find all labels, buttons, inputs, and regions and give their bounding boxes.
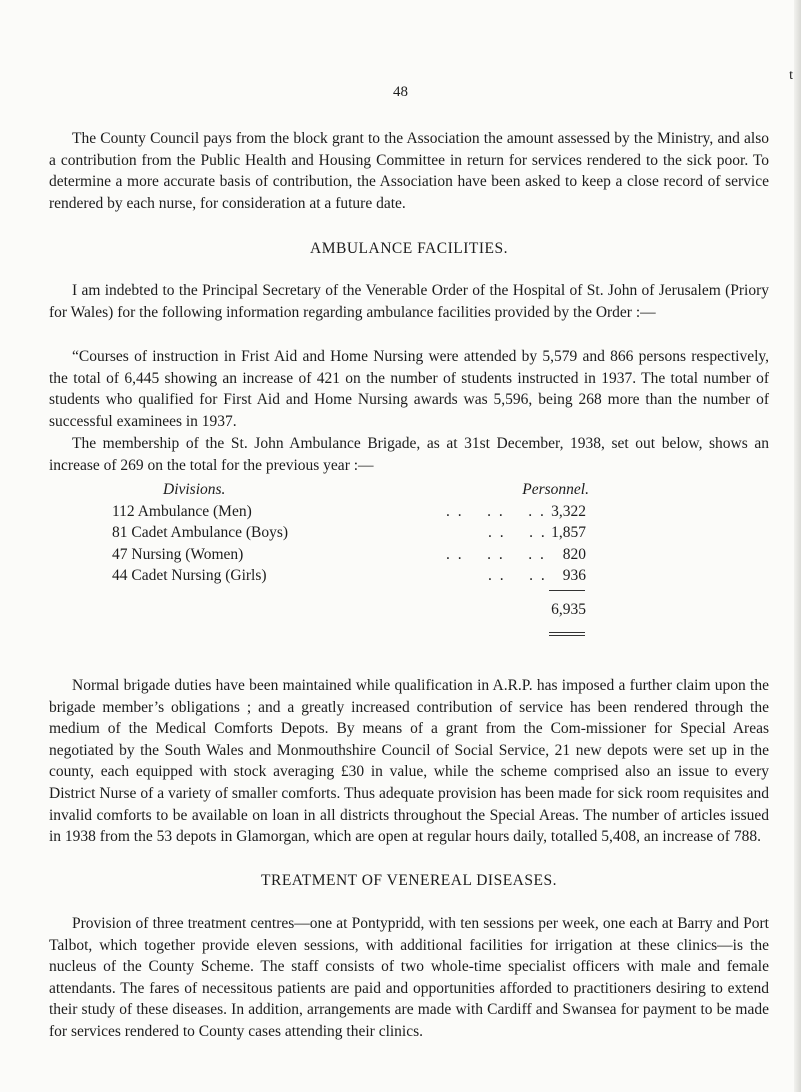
leader-dots: . . . . (488, 524, 547, 542)
margin-mark: t (789, 68, 793, 83)
header-divisions: Divisions. (163, 481, 226, 498)
table-total-row (49, 599, 769, 621)
division-label: 81 Cadet Ambulance (Boys) (112, 524, 289, 542)
paragraph-treatment-centres: Provision of three treatment centres—one at Pontypridd, with ten sessions per week, one each at Barry and Port Talbot, which together provide eleven sessions, with additional facilities for irrigation at these clinics—is the nucleus of the County Scheme. The staff consists of two whole-time specialist officers with male and female attendants. The fares of necessitous patients are paid and opportunities afforded to practitioners desiring to extend their study of these diseases. In addition, arrangements are made with Cardiff and Swansea for payment to be made for services rendered to County cases attending their clinics. (49, 915, 769, 1040)
table-row (49, 544, 769, 566)
heading-ambulance-facilities: AMBULANCE FACILITIES. (310, 240, 508, 257)
personnel-value: 936 (562, 567, 586, 585)
division-label: 44 Cadet Nursing (Girls) (112, 567, 267, 585)
heading-venereal-diseases: TREATMENT OF VENEREAL DISEASES. (261, 872, 557, 889)
paragraph-membership: The membership of the St. John Ambulance Brigade, as at 31st December, 1938, set out below, shows an increase of 269 on the total for the previous year :— (49, 435, 769, 474)
division-label: 47 Nursing (Women) (112, 545, 244, 563)
paragraph-courses: “Courses of instruction in Frist Aid and Home Nursing were attended by 5,579 and 866 persons respectively, the total of 6,445 showing an increase of 421 on the number of students instructed in 1937. The total number of students who qualified for First Aid and Home Nursing awards was 5,596, being 268 more than the number of successful examinees in 1937. (49, 348, 769, 430)
leader-dots: . . . . (488, 567, 547, 585)
personnel-value: 1,857 (551, 524, 586, 542)
table-row (49, 522, 769, 544)
leader-dots: . . . . . . (446, 545, 546, 563)
header-personnel: Personnel. (522, 481, 589, 498)
double-rule-top (549, 632, 585, 633)
table-header-row (49, 479, 769, 501)
paragraph-indebted: I am indebted to the Principal Secretary of the Venerable Order of the Hospital of St. John of Jerusalem (Priory for Wales) for the following information regarding ambulance facilities provided by the Order :— (49, 282, 769, 321)
personnel-value: 820 (562, 545, 586, 563)
table-row (49, 501, 769, 523)
division-label: 112 Ambulance (Men) (112, 502, 252, 520)
paragraph-county-council: The County Council pays from the block grant to the Association the amount assessed by the Ministry, and also a contribution from the Public Health and Housing Committee in return for services rendered to the sick poor. To determine a more accurate basis of contribution, the Association have been asked to keep a close record of service rendered by each nurse, for consideration at a future date. (49, 130, 769, 212)
total-rule (549, 590, 585, 591)
leader-dots: . . . . . . (446, 502, 546, 520)
personnel-total: 6,935 (551, 600, 586, 618)
double-rule-bottom (549, 635, 585, 636)
page-edge-shadow (794, 0, 801, 1092)
page-number: 48 (393, 84, 408, 100)
table-row (49, 565, 769, 587)
paragraph-brigade-duties: Normal brigade duties have been maintained while qualification in A.R.P. has imposed a further claim upon the brigade member’s obligations ; and a greatly increased contribution of service has been rendered through the medium of the Medical Comforts Depots. By means of a grant from the Com-missioner for Special Areas negotiated by the South Wales and Monmouthshire Council of Social Service, 21 new depots were set up in the county, each equipped with stock averaging £30 in value, while the scheme comprised also an issue to every District Nurse of a variety of smaller comforts. Thus adequate provision has been made for sick room requisites and invalid comforts to be available on loan in all districts throughout the Special Areas. The number of articles issued in 1938 from the 53 depots in Glamorgan, which are open at regular hours daily, totalled 5,408, an increase of 788. (49, 677, 769, 846)
personnel-value: 3,322 (551, 502, 586, 520)
membership-table (49, 479, 769, 659)
